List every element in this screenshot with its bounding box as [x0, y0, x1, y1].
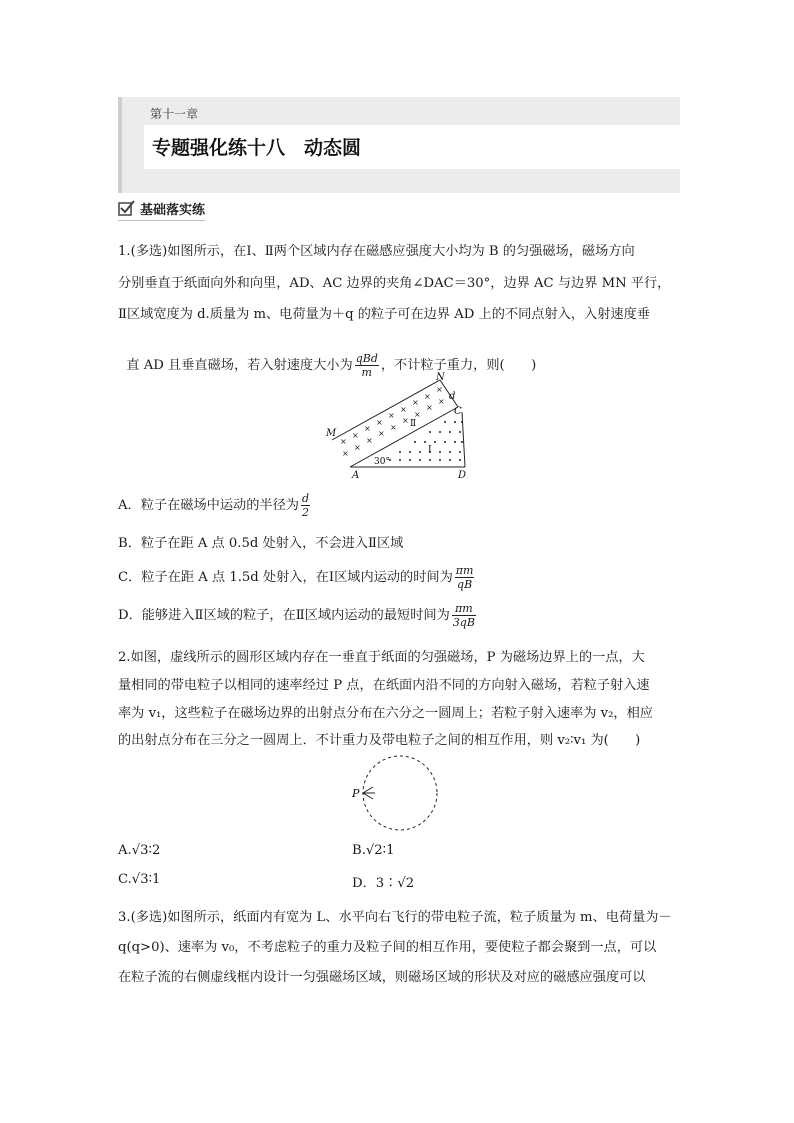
- q1-line-2: 分别垂直于纸面向外和向里，AD、AC 边界的夹角∠DAC＝30°，边界 AC 与边界 MN 平行，: [118, 276, 671, 291]
- page-title: 专题强化练十八 动态圆: [152, 137, 362, 159]
- svg-text:×: ×: [414, 410, 421, 419]
- q1-option-d-num: πm: [452, 602, 476, 616]
- boundary-mn: [332, 380, 440, 440]
- svg-text:×: ×: [400, 405, 407, 414]
- q2-line-2: 量相同的带电粒子以相同的速率经过 P 点，在纸面内沿不同的方向射入磁场，若粒子射入速: [118, 678, 650, 693]
- checkmark-icon: [118, 200, 136, 216]
- label-region-ii: Ⅱ: [410, 419, 417, 429]
- label-c: C: [454, 406, 462, 417]
- q1-option-a-num: d: [301, 492, 310, 505]
- svg-text:×: ×: [390, 423, 397, 432]
- svg-text:×: ×: [340, 437, 347, 446]
- svg-text:×: ×: [364, 424, 371, 433]
- q2-line-4: 的出射点分布在三分之一圆周上．不计重力及带电粒子之间的相互作用，则 v₂∶v₁ 为( ): [118, 733, 641, 748]
- q1-line-4-text: 直 AD 且垂直磁场，若入射速度大小为: [126, 358, 353, 373]
- q1-option-d-fraction: [452, 602, 476, 629]
- svg-text:×: ×: [376, 418, 383, 427]
- q2-option-c: C.√3∶1: [118, 872, 161, 887]
- boundary-cd: [462, 412, 465, 467]
- q1-option-c-den: qB: [457, 578, 473, 591]
- q1-speed-num: qBd: [355, 352, 378, 365]
- svg-text:×: ×: [426, 403, 433, 412]
- svg-text:×: ×: [354, 443, 361, 452]
- chapter-header-inner: [122, 97, 680, 193]
- label-m: M: [326, 428, 337, 439]
- label-a: A: [352, 470, 360, 481]
- q1-line-4-tail: ，不计粒子重力，则( ): [380, 358, 537, 373]
- label-d-point: D: [458, 470, 467, 481]
- label-d: d: [449, 391, 456, 402]
- q1-option-a-fraction: [301, 492, 310, 519]
- particle-directions: [363, 787, 375, 799]
- q1-line-3: Ⅱ区域宽度为 d.质量为 m、电荷量为＋q 的粒子可在边界 AD 上的不同点射入，入射速度垂: [118, 307, 650, 322]
- q1-option-c-num: πm: [455, 564, 474, 577]
- svg-text:×: ×: [436, 385, 443, 394]
- label-p: P: [352, 787, 360, 800]
- label-n: N: [436, 372, 445, 383]
- q1-option-a-text: A．粒子在磁场中运动的半径为: [118, 498, 299, 513]
- svg-text:×: ×: [412, 398, 419, 407]
- svg-text:×: ×: [352, 431, 359, 440]
- q1-figure: [320, 372, 480, 482]
- q2-option-a: A.√3∶2: [118, 843, 161, 858]
- chapter-label: 第十一章: [150, 107, 199, 121]
- section-label: 基础落实练: [140, 202, 206, 218]
- q1-option-d-text: D．能够进入Ⅱ区域的粒子，在Ⅱ区域内运动的最短时间为: [118, 608, 450, 623]
- section-heading: [118, 198, 205, 221]
- svg-text:×: ×: [388, 411, 395, 420]
- q1-option-c-fraction: [455, 564, 475, 591]
- q1-option-a: [118, 492, 312, 519]
- q1-speed-den: m: [361, 366, 372, 379]
- svg-text:×: ×: [366, 436, 373, 445]
- q1-option-d-den: 3qB: [452, 616, 475, 629]
- q1-option-a-den: 2: [301, 506, 309, 519]
- q3-line-1: 3.(多选)如图所示，纸面内有宽为 L、水平向右飞行的带电粒子流，粒子质量为 m、电荷量为－: [118, 910, 672, 925]
- label-region-i: Ⅰ: [428, 445, 432, 455]
- svg-text:×: ×: [438, 397, 445, 406]
- q1-option-d: [118, 602, 478, 629]
- svg-text:×: ×: [342, 449, 349, 458]
- q1-option-c-text: C．粒子在距 A 点 1.5d 处射入，在Ⅰ区域内运动的时间为: [118, 570, 453, 585]
- label-angle: 30°: [374, 457, 390, 467]
- q1-line-1: 1.(多选)如图所示，在Ⅰ、Ⅱ两个区域内存在磁感应强度大小均为 B 的匀强磁场，磁场方向: [118, 244, 635, 259]
- q2-line-3: 率为 v₁，这些粒子在磁场边界的出射点分布在六分之一圆周上；若粒子射入速率为 v₂，相应: [118, 706, 653, 721]
- region-i-dots: [389, 421, 463, 461]
- q3-line-3: 在粒子流的右侧虚线框内设计一匀强磁场区域，则磁场区域的形状及对应的磁感应强度可以: [118, 970, 646, 985]
- q1-option-c: [118, 564, 476, 591]
- title-bar: [144, 125, 680, 169]
- svg-text:×: ×: [424, 392, 431, 401]
- chapter-header: [118, 97, 680, 193]
- q2-option-b: B.√2∶1: [352, 843, 395, 858]
- q2-figure: [345, 755, 445, 835]
- svg-text:×: ×: [402, 416, 409, 425]
- q2-line-1: 2.如图，虚线所示的圆形区域内存在一垂直于纸面的匀强磁场，P 为磁场边界上的一点，大: [118, 650, 645, 665]
- q2-option-d: D．3∶√2: [352, 876, 415, 891]
- q1-option-b: B．粒子在距 A 点 0.5d 处射入，不会进入Ⅱ区域: [118, 536, 404, 551]
- svg-text:×: ×: [378, 429, 385, 438]
- q3-line-2: q(q>0)、速率为 v₀，不考虑粒子的重力及粒子间的相互作用，要使粒子都会聚到一点，可以: [118, 940, 657, 955]
